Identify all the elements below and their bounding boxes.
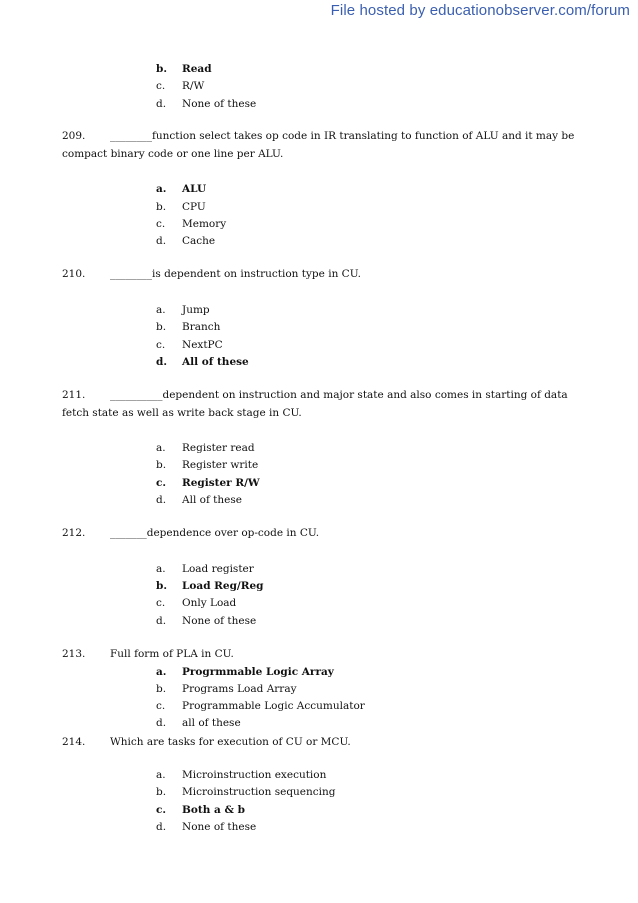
option-item: d. None of these bbox=[156, 821, 257, 833]
option-item: d. All of these bbox=[156, 494, 242, 506]
option-item: c. Memory bbox=[156, 218, 227, 230]
option-item: d. None of these bbox=[156, 98, 257, 110]
option-item: b. Microinstruction sequencing bbox=[156, 786, 336, 798]
option-item: c. Programmable Logic Accumulator bbox=[156, 700, 365, 712]
option-item: c. NextPC bbox=[156, 339, 223, 351]
option-item: c. Both a & b bbox=[156, 804, 245, 816]
option-item: d. all of these bbox=[156, 717, 241, 729]
option-item: d. All of these bbox=[156, 356, 249, 368]
question-text: 211. __________dependent on instruction and major state and also comes in starting of data fetch state as well as write back stage in CU. bbox=[62, 389, 568, 419]
option-item: b. Read bbox=[156, 63, 212, 75]
question-text: 213. Full form of PLA in CU. bbox=[62, 648, 234, 660]
question-text: 210. ________is dependent on instruction type in CU. bbox=[62, 268, 361, 280]
option-item: c. Register R/W bbox=[156, 477, 260, 489]
option-item: b. Programs Load Array bbox=[156, 683, 297, 695]
hosted-by-watermark: File hosted by educationobserver.com/forum bbox=[330, 2, 630, 19]
option-item: c. R/W bbox=[156, 80, 205, 92]
option-item: c. Only Load bbox=[156, 597, 237, 609]
question-text: 212. _______dependence over op-code in CU. bbox=[62, 527, 320, 539]
option-item: a. Load register bbox=[156, 563, 254, 575]
option-item: b. CPU bbox=[156, 201, 206, 213]
option-item: a. Jump bbox=[156, 304, 210, 316]
question-text: 214. Which are tasks for execution of CU or MCU. bbox=[62, 736, 351, 748]
option-item: d. Cache bbox=[156, 235, 216, 247]
option-item: a. Register read bbox=[156, 442, 255, 454]
question-text: 209. ________function select takes op code in IR translating to function of ALU and it may be compact binary code or one line per ALU. bbox=[62, 130, 575, 160]
option-item: b. Register write bbox=[156, 459, 259, 471]
option-item: a. Progrmmable Logic Array bbox=[156, 666, 334, 678]
option-item: b. Branch bbox=[156, 321, 221, 333]
option-item: d. None of these bbox=[156, 615, 257, 627]
option-item: b. Load Reg/Reg bbox=[156, 580, 264, 592]
option-item: a. ALU bbox=[156, 183, 207, 195]
option-item: a. Microinstruction execution bbox=[156, 769, 327, 781]
